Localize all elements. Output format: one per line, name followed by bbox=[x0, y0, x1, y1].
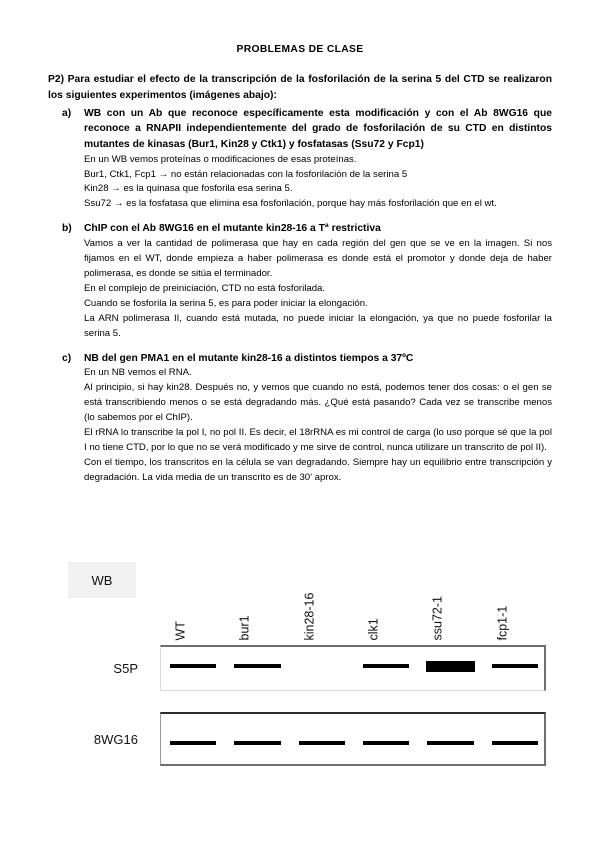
section-b-heading: ChIP con el Ab 8WG16 en el mutante kin28-16 a Tª restrictiva bbox=[84, 223, 381, 235]
section-c-para-4: Con el tiempo, los transcritos en la célula se van degradando. Siempre hay un equilibrio entre transcripción y degradación. La vida media de un transcrito es de 30' aprox. bbox=[84, 457, 552, 483]
lane-label-ssu72-1: ssu72-1 bbox=[430, 595, 445, 640]
section-a-body bbox=[84, 153, 552, 213]
section-a bbox=[48, 106, 552, 213]
section-b-para-1: Vamos a ver la cantidad de polimerasa que hay en cada región del gen que se ve en la imagen. Si nos fijamos en el WT, donde empieza a haber polimerasa es donde está el promotor y donde deja de haber polimerasa, es donde se sitúa el terminador. bbox=[84, 238, 552, 279]
section-c-heading: NB del gen PMA1 en el mutante kin28-16 a distintos tiempos a 37ºC bbox=[84, 352, 414, 364]
section-b-para-4: La ARN polimerasa II, cuando está mutada, no puede iniciar la elongación, ya que no puede fosforilar la serina 5. bbox=[84, 312, 552, 339]
section-b-body bbox=[84, 237, 552, 342]
page-title: PROBLEMAS DE CLASE bbox=[236, 44, 364, 55]
section-a-para-1: En un WB vemos proteínas o modificaciones de esas proteínas. bbox=[84, 153, 357, 165]
blot-panel-s5p bbox=[160, 645, 546, 691]
section-c-para-1: En un NB vemos el RNA. bbox=[84, 367, 192, 379]
section-c-marker: c) bbox=[62, 352, 72, 364]
band-8wg16-kin28-16 bbox=[299, 741, 345, 745]
section-a-para-4: Ssu72 → es la fosfatasa que elimina esa fosforilación, porque hay más fosforilación que en el wt. bbox=[84, 198, 497, 210]
section-b-marker: b) bbox=[62, 223, 72, 235]
wb-tag-label bbox=[68, 562, 136, 598]
sections-list bbox=[48, 106, 552, 486]
wb-tag-text: WB bbox=[91, 572, 113, 588]
band-s5p-wt bbox=[170, 664, 216, 668]
lane-label-wt: WT bbox=[173, 620, 188, 640]
band-s5p-clk1 bbox=[363, 664, 409, 668]
section-c-para-3: El rRNA lo transcribe la pol I, no pol II. Es decir, el 18rRNA es mi control de carga (lo uso porque sé que la pol I no tiene CTD, por lo que no se verá modificado y me sirve de control, nunca utilizare un transcrito de pol II). bbox=[84, 427, 552, 454]
band-s5p-bur1 bbox=[234, 664, 280, 668]
section-a-heading: WB con un Ab que reconoce específicamente esta modificación y con el Ab 8WG16 que reconoce a RNAPII independientemente del grado de fosforilación de su CTD en distintos mutantes de kinasas (Bur1, Kin28 y Ctk1) y fosfatasas (Ssu72 y Fcp1) bbox=[84, 107, 552, 150]
lane-label-group bbox=[160, 568, 546, 640]
band-8wg16-wt bbox=[170, 741, 216, 745]
lane-label-kin28-16: kin28-16 bbox=[302, 592, 317, 640]
band-8wg16-clk1 bbox=[363, 741, 409, 745]
lane-label-fcp1-1: fcp1-1 bbox=[495, 605, 510, 640]
section-b-para-3: Cuando se fosforila la serina 5, es para poder iniciar la elongación. bbox=[84, 297, 368, 309]
band-8wg16-ssu72-1 bbox=[427, 741, 473, 745]
section-c bbox=[48, 351, 552, 486]
intro-paragraph: P2) Para estudiar el efecto de la transcripción de la fosforilación de la serina 5 del CTD se realizaron los siguientes experimentos (imágenes abajo): bbox=[48, 74, 552, 101]
band-8wg16-fcp1-1 bbox=[492, 741, 538, 745]
band-s5p-ssu72-1 bbox=[426, 661, 475, 672]
section-c-para-2: Al principio, si hay kin28. Después no, y vemos que cuando no está, podemos tener dos cosas: o el gen se está transcribiendo menos o se está degradando más. ¿Qué está pasando? Cada vez se transcribe menos (lo sabemos por el ChIP). bbox=[84, 382, 552, 424]
lane-label-bur1: bur1 bbox=[237, 614, 252, 640]
section-b-para-2: En el complejo de preiniciación, CTD no está fosforilada. bbox=[84, 282, 326, 294]
section-b bbox=[48, 221, 552, 341]
row-label-s5p: S5P bbox=[113, 661, 138, 676]
section-a-marker: a) bbox=[62, 107, 72, 119]
section-a-para-3: Kin28 → es la quinasa que fosforila esa serina 5. bbox=[84, 183, 293, 195]
band-8wg16-bur1 bbox=[234, 741, 280, 745]
section-c-body bbox=[84, 366, 552, 486]
band-s5p-fcp1-1 bbox=[492, 664, 538, 668]
blot-panel-8wg16 bbox=[160, 712, 546, 766]
section-a-para-2: Bur1, Ctk1, Fcp1 → no están relacionadas con la fosforilación de la serina 5 bbox=[84, 168, 408, 180]
lane-label-clk1: clk1 bbox=[366, 617, 381, 640]
row-label-8wg16: 8WG16 bbox=[93, 732, 138, 747]
